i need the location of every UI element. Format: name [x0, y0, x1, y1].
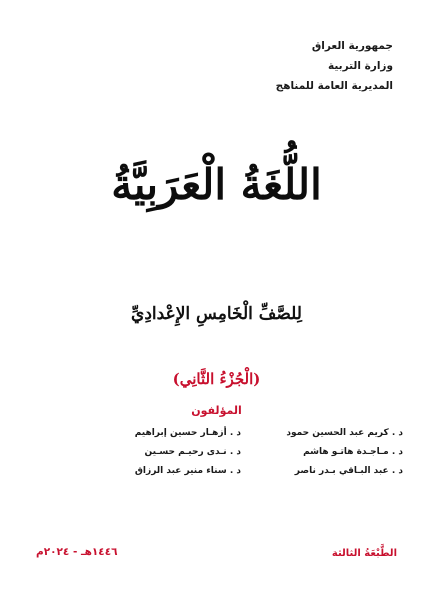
volume-part: (الْجُزْءُ الثَّانِي)	[172, 370, 261, 388]
org-country: جمهورية العراق	[311, 40, 393, 52]
author-name: د . كريم عبد الحسين حمود	[286, 428, 403, 438]
grade-level: لِلصَّفِّ الْخَامِسِ الإِعْدادِيِّ	[131, 304, 302, 324]
publication-year: ١٤٤٦هـ - ٢٠٢٤م	[36, 546, 118, 558]
authors-list	[103, 428, 403, 476]
author-name: د . مـاجـدة هاتـو هاشم	[303, 447, 403, 457]
issuing-organization	[276, 36, 393, 96]
org-ministry: وزارة التربية	[327, 60, 393, 72]
author-name: د . أزهـار حسين إبراهيم	[134, 428, 241, 438]
authors-heading: المؤلفون	[191, 404, 242, 417]
author-name: د . عبد البـاقي بـدر ناصر	[294, 466, 403, 476]
author-name: د . نـدى رحيـم حسـين	[144, 447, 241, 457]
edition-label: الطَّبْعَةُ الثالثة	[331, 548, 397, 559]
org-directorate: المديرية العامة للمناهج	[275, 80, 393, 92]
author-name: د . سناء منير عبد الرزاق	[134, 466, 241, 476]
book-title: اللُّغَةُ الْعَرَبِيَّةُ	[111, 160, 322, 209]
